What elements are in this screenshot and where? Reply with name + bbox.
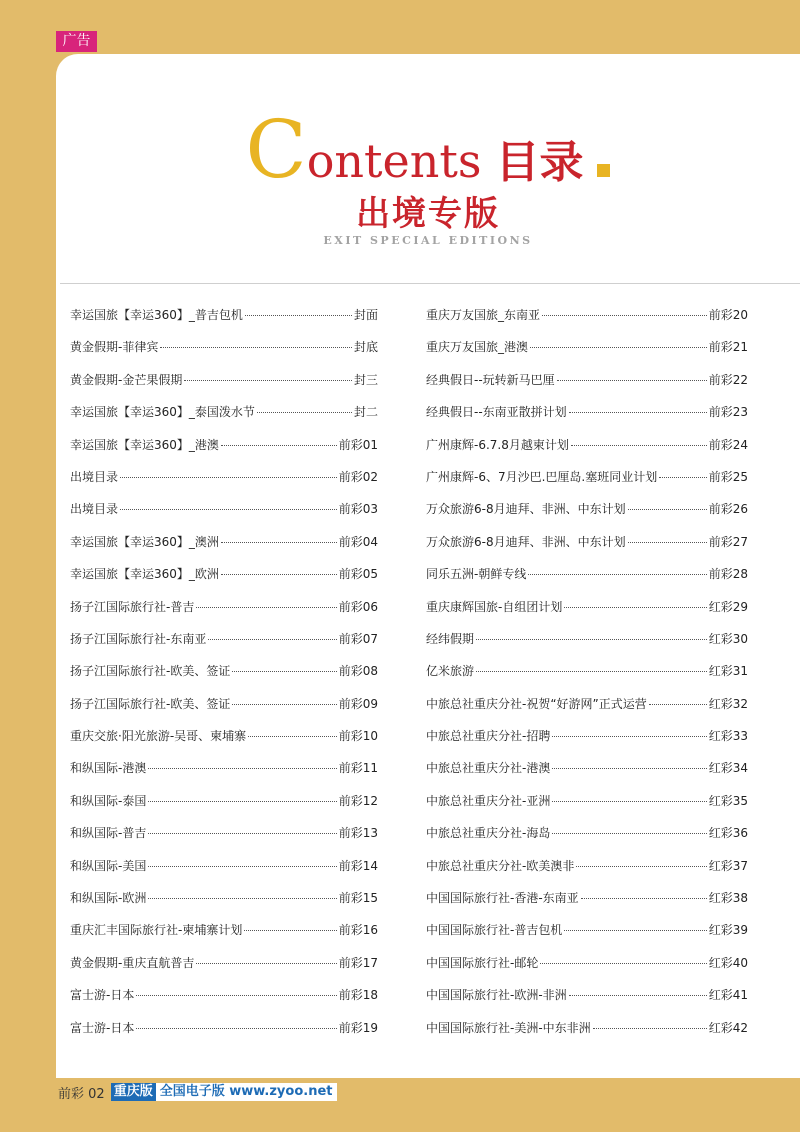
title-cn: 目录 — [495, 137, 584, 188]
toc-entry-title: 经典假日--玩转新马巴厘 — [426, 372, 555, 387]
footer — [58, 1083, 337, 1101]
toc-dot-leader — [576, 866, 706, 867]
toc-dot-leader — [208, 639, 336, 640]
toc-entry-title: 中旅总社重庆分社-港澳 — [426, 761, 551, 776]
toc-dot-leader — [184, 380, 352, 381]
toc-entry[interactable] — [426, 662, 748, 694]
title-dot-decoration — [597, 164, 610, 177]
toc-entry[interactable] — [70, 954, 378, 986]
title-initial: C — [245, 103, 307, 196]
toc-entry-title: 中国国际旅行社-欧洲-非洲 — [426, 988, 567, 1003]
toc-dot-leader — [593, 1028, 707, 1029]
toc-entry-page: 红彩36 — [708, 826, 748, 841]
toc-entry-page: 前彩21 — [708, 340, 748, 355]
toc-entry-page: 红彩42 — [708, 1020, 748, 1035]
toc-dot-leader — [221, 574, 337, 575]
toc-dot-leader — [649, 704, 707, 705]
toc-entry[interactable] — [426, 598, 748, 630]
toc-entry-title: 亿米旅游 — [426, 664, 475, 679]
toc-entry-page: 前彩03 — [338, 502, 378, 517]
toc-dot-leader — [659, 477, 706, 478]
toc-entry[interactable] — [70, 921, 378, 953]
toc-entry-title: 同乐五洲-朝鲜专线 — [426, 567, 527, 582]
toc-entry-page: 红彩38 — [708, 891, 748, 906]
toc-entry-title: 中旅总社重庆分社-招聘 — [426, 729, 551, 744]
toc-entry-title: 出境目录 — [70, 469, 119, 484]
toc-entry-title: 出境目录 — [70, 502, 119, 517]
toc-entry-title: 黄金假期-重庆直航普吉 — [70, 955, 195, 970]
toc-entry[interactable] — [70, 889, 378, 921]
toc-entry[interactable] — [70, 338, 378, 370]
toc-entry[interactable] — [426, 824, 748, 856]
toc-entry[interactable] — [70, 727, 378, 759]
toc-entry[interactable] — [70, 598, 378, 630]
toc-entry-page: 前彩02 — [338, 469, 378, 484]
toc-entry[interactable] — [70, 986, 378, 1018]
toc-entry-page: 红彩41 — [708, 988, 748, 1003]
subtitle-en: EXIT SPECIAL EDITIONS — [323, 234, 533, 247]
toc-entry-title: 经纬假期 — [426, 631, 475, 646]
toc-entry[interactable] — [70, 403, 378, 435]
toc-entry[interactable] — [70, 857, 378, 889]
toc-entry-page: 前彩10 — [338, 729, 378, 744]
toc-entry-title: 扬子江国际旅行社-东南亚 — [70, 631, 207, 646]
toc-entry[interactable] — [70, 695, 378, 727]
toc-entry-title: 万众旅游6-8月迪拜、非洲、中东计划 — [426, 502, 626, 517]
toc-dot-leader — [136, 995, 336, 996]
toc-entry[interactable] — [426, 986, 748, 1018]
toc-entry-page: 红彩35 — [708, 793, 748, 808]
toc-entry-page: 前彩17 — [338, 955, 378, 970]
toc-dot-leader — [564, 930, 706, 931]
toc-entry[interactable] — [426, 759, 748, 791]
toc-entry-title: 重庆万友国旅_港澳 — [426, 340, 529, 355]
toc-dot-leader — [232, 704, 336, 705]
toc-entry-page: 封底 — [353, 340, 378, 355]
toc-dot-leader — [148, 898, 336, 899]
toc-entry-page: 前彩20 — [708, 308, 748, 322]
toc-entry[interactable] — [426, 954, 748, 986]
toc-entry-page: 红彩31 — [708, 664, 748, 679]
toc-dot-leader — [476, 671, 707, 672]
toc-entry-page: 前彩09 — [338, 696, 378, 711]
toc-entry-title: 中旅总社重庆分社-祝贺“好游网”正式运营 — [426, 696, 647, 711]
toc-entry-title: 广州康辉-6、7月沙巴.巴厘岛.塞班同业计划 — [426, 469, 658, 484]
toc-dot-leader — [196, 963, 336, 964]
toc-entry-page: 封二 — [353, 405, 378, 420]
toc-entry-title: 万众旅游6-8月迪拜、非洲、中东计划 — [426, 534, 626, 549]
toc-entry[interactable] — [426, 1019, 748, 1051]
toc-entry-title: 幸运国旅【幸运360】_欧洲 — [70, 567, 219, 582]
toc-dot-leader — [552, 768, 706, 769]
toc-entry[interactable] — [426, 565, 748, 597]
toc-dot-leader — [552, 801, 706, 802]
toc-entry-title: 中旅总社重庆分社-海岛 — [426, 826, 551, 841]
toc-entry-page: 前彩07 — [338, 631, 378, 646]
toc-entry[interactable] — [426, 500, 748, 532]
toc-entry-title: 重庆康辉国旅-自组团计划 — [426, 599, 563, 614]
toc-dot-leader — [569, 995, 707, 996]
toc-entry-page: 前彩19 — [338, 1020, 378, 1035]
toc-entry-title: 富士游-日本 — [70, 988, 135, 1003]
toc-entry[interactable] — [70, 565, 378, 597]
toc-entry-title: 幸运国旅【幸运360】_澳洲 — [70, 534, 219, 549]
toc-entry-page: 前彩04 — [338, 534, 378, 549]
toc-entry-title: 黄金假期-金芒果假期 — [70, 372, 183, 387]
toc-entry-title: 和纵国际-普吉 — [70, 826, 147, 841]
toc-entry[interactable] — [426, 727, 748, 759]
toc-dot-leader — [221, 445, 337, 446]
toc-entry[interactable] — [426, 306, 748, 338]
toc-dot-leader — [476, 639, 707, 640]
toc-entry[interactable] — [426, 403, 748, 435]
toc-entry-title: 富士游-日本 — [70, 1020, 135, 1035]
toc-entry-page: 红彩37 — [708, 858, 748, 873]
toc-dot-leader — [196, 607, 336, 608]
toc-entry-page: 前彩22 — [708, 372, 748, 387]
toc-entry-title: 重庆汇丰国际旅行社-柬埔寨计划 — [70, 923, 243, 938]
toc-entry-page: 红彩33 — [708, 729, 748, 744]
toc-entry-page: 前彩16 — [338, 923, 378, 938]
toc-entry-page: 前彩14 — [338, 858, 378, 873]
toc-entry-page: 前彩28 — [708, 567, 748, 582]
toc-entry[interactable] — [70, 662, 378, 694]
toc-entry[interactable] — [426, 695, 748, 727]
toc-entry-page: 前彩12 — [338, 793, 378, 808]
toc-entry-page: 红彩39 — [708, 923, 748, 938]
toc-entry-title: 扬子江国际旅行社-普吉 — [70, 599, 195, 614]
toc-dot-leader — [528, 574, 706, 575]
toc-entry-title: 和纵国际-美国 — [70, 858, 147, 873]
footer-edition-badge: 重庆版 — [111, 1083, 156, 1101]
toc-entry-page: 前彩08 — [338, 664, 378, 679]
toc-dot-leader — [120, 477, 337, 478]
toc-entry[interactable] — [426, 533, 748, 565]
toc-dot-leader — [160, 347, 352, 348]
toc-entry[interactable] — [70, 1019, 378, 1051]
toc-entry-page: 前彩25 — [708, 469, 748, 484]
toc-entry[interactable] — [426, 857, 748, 889]
toc-dot-leader — [136, 1028, 336, 1029]
toc-entry[interactable] — [70, 792, 378, 824]
toc-dot-leader — [581, 898, 707, 899]
contents-page — [56, 54, 800, 1078]
toc-entry-title: 中旅总社重庆分社-亚洲 — [426, 793, 551, 808]
toc-entry[interactable] — [426, 921, 748, 953]
toc-dot-leader — [148, 768, 336, 769]
toc-dot-leader — [628, 509, 707, 510]
toc-entry-title: 幸运国旅【幸运360】_泰国泼水节 — [70, 405, 255, 420]
header-divider — [60, 283, 800, 284]
toc-dot-leader — [530, 347, 707, 348]
toc-entry[interactable] — [426, 630, 748, 662]
toc-entry-page: 前彩05 — [338, 567, 378, 582]
toc-entry-title: 扬子江国际旅行社-欧美、签证 — [70, 664, 231, 679]
toc-dot-leader — [552, 736, 706, 737]
subtitle: 出境专版 — [356, 194, 500, 234]
toc-entry[interactable] — [70, 533, 378, 565]
toc-column-left — [70, 306, 378, 1051]
toc-entry[interactable] — [70, 500, 378, 532]
toc-entry-title: 扬子江国际旅行社-欧美、签证 — [70, 696, 231, 711]
toc-entry-title: 重庆万友国旅_东南亚 — [426, 308, 541, 322]
toc-entry[interactable] — [70, 371, 378, 403]
toc-entry[interactable] — [70, 824, 378, 856]
toc-entry[interactable] — [426, 889, 748, 921]
toc-entry[interactable] — [426, 338, 748, 370]
toc-entry[interactable] — [426, 436, 748, 468]
toc-entry-page: 红彩34 — [708, 761, 748, 776]
toc-entry-title: 中旅总社重庆分社-欧美澳非 — [426, 858, 575, 873]
toc-entry-page: 红彩30 — [708, 631, 748, 646]
toc-dot-leader — [248, 736, 337, 737]
toc-dot-leader — [628, 542, 707, 543]
toc-entry[interactable] — [426, 371, 748, 403]
page-title — [56, 103, 800, 196]
toc-dot-leader — [221, 542, 337, 543]
toc-dot-leader — [244, 930, 336, 931]
toc-dot-leader — [540, 963, 706, 964]
toc-entry-page: 前彩13 — [338, 826, 378, 841]
toc-dot-leader — [148, 801, 336, 802]
toc-dot-leader — [232, 671, 336, 672]
ad-tag: 广告 — [56, 31, 97, 52]
footer-page-number: 前彩 02 — [58, 1086, 105, 1102]
toc-dot-leader — [245, 315, 352, 316]
toc-entry-page: 前彩06 — [338, 599, 378, 614]
toc-entry[interactable] — [426, 468, 748, 500]
footer-website-link[interactable]: 全国电子版 www.zyoo.net — [156, 1083, 337, 1101]
toc-dot-leader — [148, 833, 336, 834]
toc-entry-page: 前彩01 — [338, 437, 378, 452]
toc-entry-page: 封面 — [353, 308, 378, 322]
toc-entry-page: 红彩32 — [708, 696, 748, 711]
toc-entry[interactable] — [70, 759, 378, 791]
toc-entry-page: 红彩40 — [708, 955, 748, 970]
toc-entry-page: 前彩24 — [708, 437, 748, 452]
toc-entry-page: 红彩29 — [708, 599, 748, 614]
toc-entry-title: 幸运国旅【幸运360】_普吉包机 — [70, 308, 243, 322]
toc-entry[interactable] — [70, 306, 378, 338]
title-rest: ontents — [306, 134, 482, 188]
toc-dot-leader — [557, 380, 707, 381]
toc-entry[interactable] — [426, 792, 748, 824]
toc-dot-leader — [552, 833, 706, 834]
toc-entry[interactable] — [70, 436, 378, 468]
toc-column-right — [426, 306, 748, 1051]
toc-dot-leader — [120, 509, 337, 510]
toc-entry[interactable] — [70, 468, 378, 500]
toc-entry-page: 前彩23 — [708, 405, 748, 420]
toc-entry-title: 中国国际旅行社-邮轮 — [426, 955, 539, 970]
toc-entry-title: 黄金假期-菲律宾 — [70, 340, 159, 355]
toc-entry-title: 和纵国际-欧洲 — [70, 891, 147, 906]
toc-dot-leader — [564, 607, 706, 608]
toc-dot-leader — [257, 412, 352, 413]
toc-dot-leader — [571, 445, 707, 446]
toc-entry-title: 中国国际旅行社-普吉包机 — [426, 923, 563, 938]
toc-entry-page: 前彩27 — [708, 534, 748, 549]
toc-entry-title: 重庆交旅·阳光旅游-吴哥、柬埔寨 — [70, 729, 247, 744]
toc-entry-page: 前彩26 — [708, 502, 748, 517]
toc-entry-title: 广州康辉-6.7.8月越柬计划 — [426, 437, 569, 452]
toc-entry-title: 幸运国旅【幸运360】_港澳 — [70, 437, 219, 452]
toc-entry-title: 经典假日--东南亚散拼计划 — [426, 405, 567, 420]
toc-entry-page: 前彩18 — [338, 988, 378, 1003]
toc-entry-title: 中国国际旅行社-香港-东南亚 — [426, 891, 579, 906]
toc-entry-title: 和纵国际-泰国 — [70, 793, 147, 808]
toc-entry[interactable] — [70, 630, 378, 662]
toc-entry-title: 和纵国际-港澳 — [70, 761, 147, 776]
toc-dot-leader — [569, 412, 707, 413]
toc-dot-leader — [148, 866, 336, 867]
toc-entry-page: 封三 — [353, 372, 378, 387]
toc-entry-page: 前彩15 — [338, 891, 378, 906]
toc-entry-page: 前彩11 — [338, 761, 378, 776]
toc-dot-leader — [542, 315, 707, 316]
toc-entry-title: 中国国际旅行社-美洲-中东非洲 — [426, 1020, 591, 1035]
